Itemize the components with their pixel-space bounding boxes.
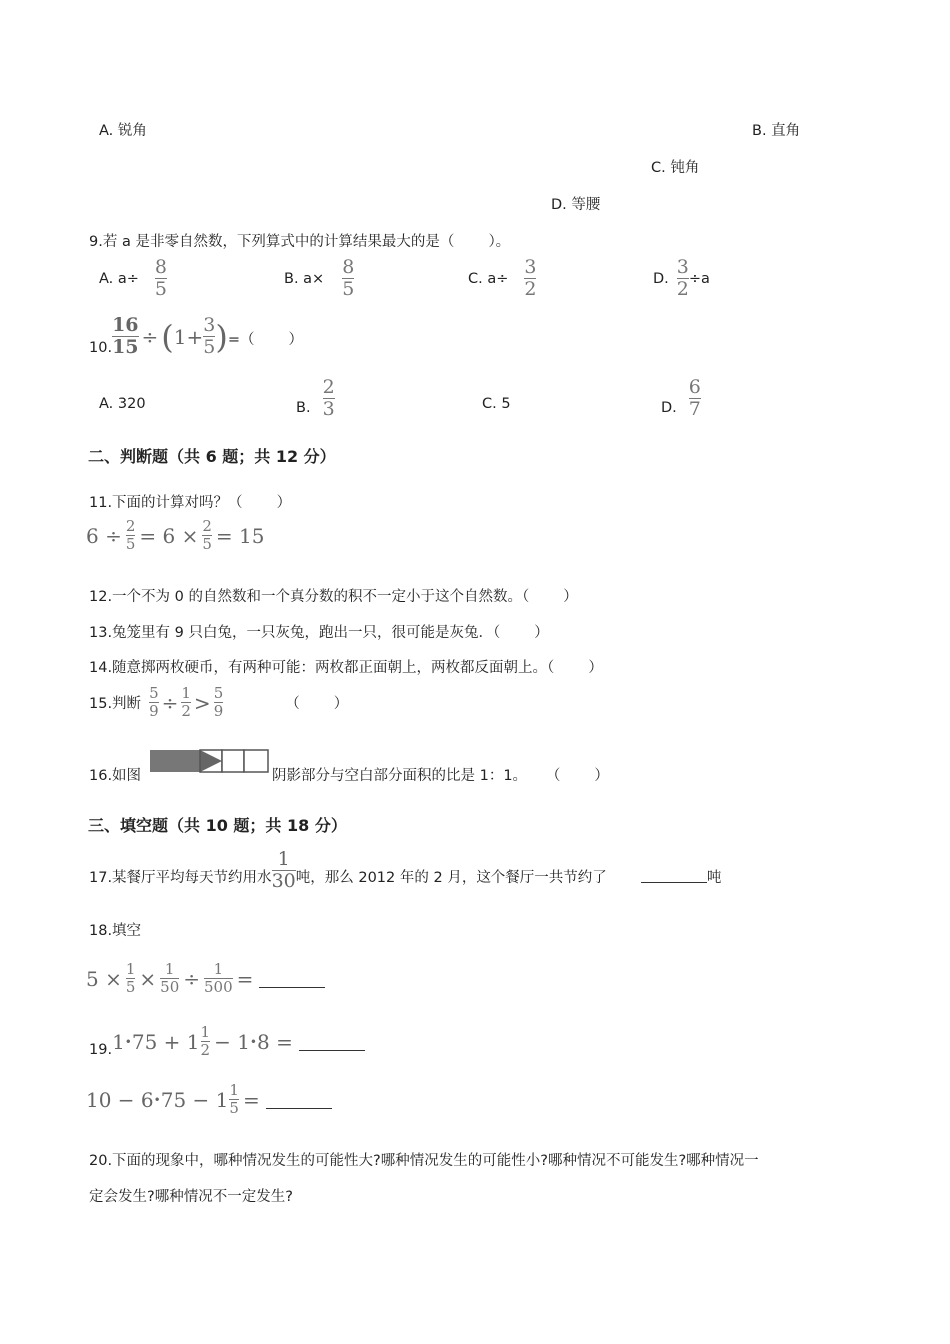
q17-stem: 17.某餐厅平均每天节约用水 $\frac{1}{30}$ 吨，那么 2012 年的 2 月，这个餐厅一共节约了 吨 [89,848,722,892]
fraction: $\frac{1}{5}$ [229,1081,239,1117]
fraction: $\frac{6}{7}$ [688,376,701,420]
q20-stem-line-2: 定会发生?哪种情况不一定发生? [89,1189,293,1205]
q15-expression: $\frac{5}{9}$ ÷ $\frac{1}{2}$ > $\frac{5}{9}$ [149,684,224,720]
q9-option-d: D. $\frac{3}{2}$ ÷a [653,256,710,300]
fraction: $\frac{3}{2}$ [524,256,537,300]
section-2-heading: 二、判断题（共 6 题；共 12 分） [88,447,336,466]
q19-line-1: 19. 1 • 75 + 1 $\frac{1}{2}$ − 1 • 8 = [89,1025,365,1058]
q10-option-a: A. 320 [99,396,146,412]
fraction: $\frac{16}{15}$ [112,314,139,358]
fraction: $\frac{5}{9}$ [149,684,159,720]
q9-stem: 9.若 a 是非零自然数，下列算式中的计算结果最大的是（ ）。 [89,234,511,250]
fraction: $\frac{1}{30}$ [271,848,296,892]
q9-option-a: A. a÷ $\frac{8}{5}$ [99,256,168,300]
q10-stem: 10. $\frac{16}{15}$ ÷ ( 1+ $\frac{3}{5}$ ) =（ ） [89,314,303,358]
q16-stem: 阴影部分与空白部分面积的比是 1：1。 （ ） [272,768,609,784]
section-3-heading: 三、填空题（共 10 题；共 18 分） [88,816,347,835]
q11-expression: 6 ÷ $\frac{2}{5}$ = 6 × $\frac{2}{5}$ = 15 [86,517,265,553]
shaded-region [150,750,200,772]
q16-figure [149,749,271,775]
q10-option-b: B. $\frac{2}{3}$ [296,376,335,420]
answer-blank[interactable] [259,986,325,988]
fraction: $\frac{1}{2}$ [181,684,191,720]
fraction: $\frac{2}{3}$ [322,376,335,420]
answer-blank[interactable] [641,881,707,883]
answer-blank[interactable] [266,1107,332,1109]
fraction: $\frac{2}{5}$ [202,517,212,553]
shaded-triangle [200,750,222,772]
fraction: $\frac{1}{500}$ [204,960,233,996]
q9-option-b: B. a× $\frac{8}{5}$ [284,256,355,300]
fraction: $\frac{5}{9}$ [213,684,224,720]
q18-expression: 5 × $\frac{1}{5}$ × $\frac{1}{50}$ ÷ $\frac{1}{500}$ = [86,962,325,995]
q10-option-c: C. 5 [482,396,511,412]
figure-cell [244,750,268,772]
q19-expression-2: 10 − 6 • 75 − 1 $\frac{1}{5}$ = [86,1083,332,1116]
q20-stem-line-1: 20.下面的现象中，哪种情况发生的可能性大?哪种情况发生的可能性小?哪种情况不可能发生?哪种情况一 [89,1153,759,1169]
q10-expression: $\frac{16}{15}$ ÷ ( 1+ $\frac{3}{5}$ ) [112,314,228,358]
q13-stem: 13.兔笼里有 9 只白兔，一只灰兔，跑出一只，很可能是灰兔．（ ） [89,625,549,641]
fraction: $\frac{8}{5}$ [154,256,168,300]
q14-stem: 14.随意掷两枚硬币，有两种可能：两枚都正面朝上，两枚都反面朝上。（ ） [89,660,603,676]
q11-stem: 11.下面的计算对吗？（ ） [89,495,292,511]
q12-stem: 12.一个不为 0 的自然数和一个真分数的积不一定小于这个自然数。（ ） [89,589,578,605]
answer-blank[interactable] [299,1049,365,1051]
fraction: $\frac{3}{2}$ [676,256,689,300]
figure-cell [222,750,244,772]
q8-option-c: C. 钝角 [651,160,700,176]
q18-label: 18.填空 [89,923,142,939]
fraction: $\frac{1}{50}$ [160,960,180,996]
fraction: $\frac{3}{5}$ [203,314,216,358]
fraction: $\frac{2}{5}$ [125,517,136,553]
q16-label: 16.如图 [89,768,142,784]
fraction: $\frac{1}{2}$ [200,1023,211,1059]
fraction: $\frac{1}{5}$ [125,960,136,996]
fraction: $\frac{8}{5}$ [342,256,355,300]
q8-option-d: D. 等腰 [551,197,601,213]
q9-option-c: C. a÷ $\frac{3}{2}$ [468,256,537,300]
q8-option-a: A. 锐角 [99,123,147,139]
q10-option-d: D. $\frac{6}{7}$ [661,376,701,420]
q15-stem: 15.判断 $\frac{5}{9}$ ÷ $\frac{1}{2}$ > $\frac{5}{9}$ （ ） [89,684,349,720]
q8-option-b: B. 直角 [752,123,801,139]
q19-expression-1: 1 • 75 + 1 $\frac{1}{2}$ − 1 • 8 = [112,1025,365,1058]
